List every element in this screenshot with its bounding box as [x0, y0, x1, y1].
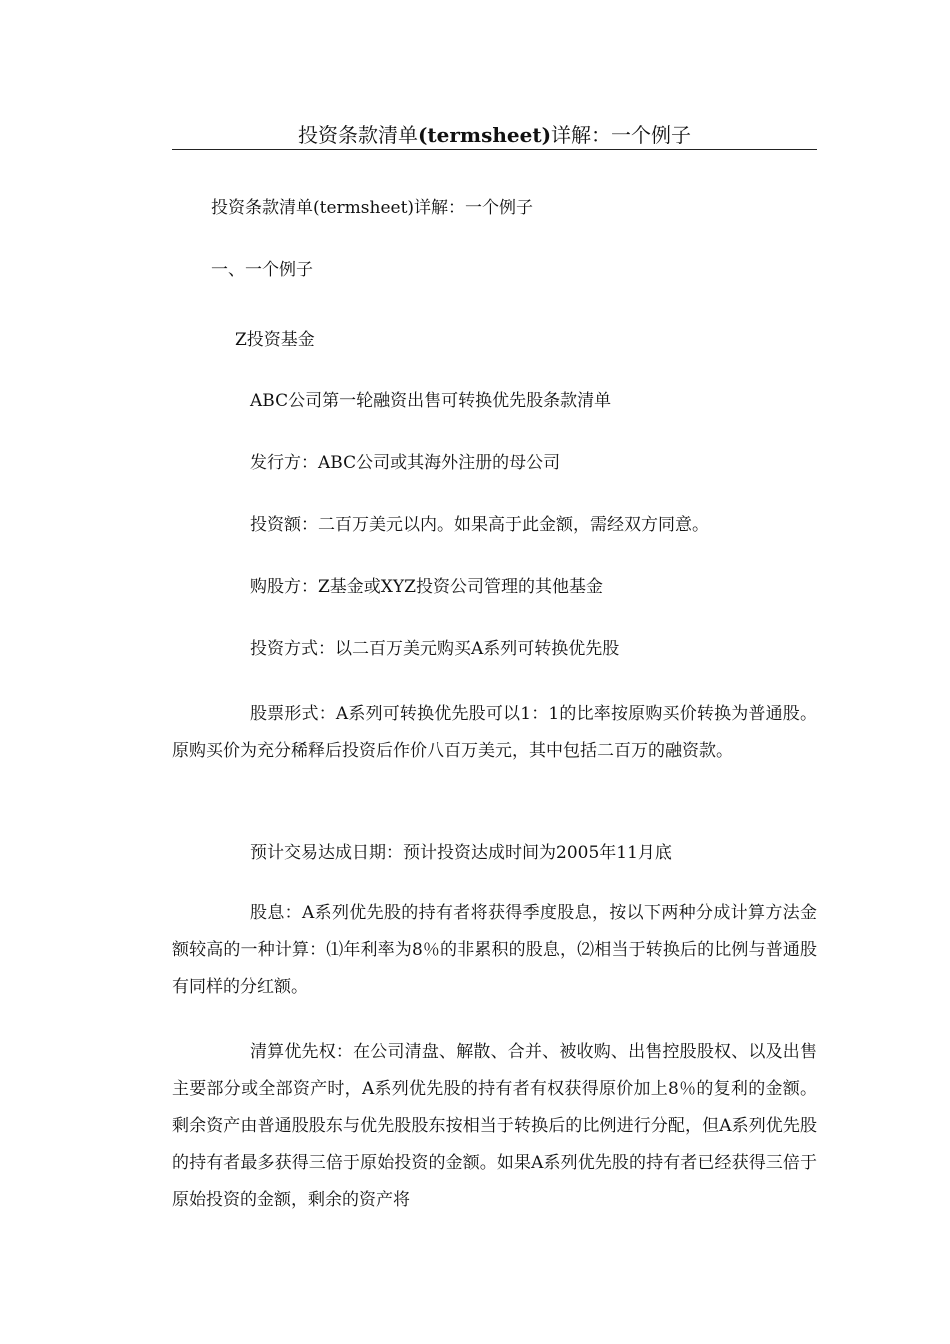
investment-amount-term: 投资额：二百万美元以内。如果高于此金额，需经双方同意。 [250, 515, 709, 535]
purchaser-term: 购股方：Z基金或XYZ投资公司管理的其他基金 [250, 577, 603, 597]
title-bold-part: (termsheet) [417, 123, 552, 147]
title-prefix: 投资条款清单 [297, 123, 418, 147]
fund-name: Z投资基金 [235, 330, 315, 350]
liquidation-preference-term: 清算优先权：在公司清盘、解散、合并、被收购、出售控股股权、以及出售主要部分或全部资产时，A系列优先股的持有者有权获得原价加上8％的复利的金额。剩余资产由普通股股东与优先股股东按相当于转换后的比例进行分配，但A系列优先股的持有者最多获得三倍于原始投资的金额。如果A系列优先股的持有者已经获得三倍于原始投资的金额，剩余的资产将 [172, 1042, 817, 1210]
closing-date-term: 预计交易达成日期：预计投资达成时间为2005年11月底 [250, 843, 672, 863]
investment-method-term: 投资方式：以二百万美元购买A系列可转换优先股 [250, 639, 620, 659]
issuer-term: 发行方：ABC公司或其海外注册的母公司 [250, 453, 561, 473]
term-sheet-title: ABC公司第一轮融资出售可转换优先股条款清单 [250, 391, 612, 411]
stock-form-term: 股票形式：A系列可转换优先股可以1：1的比率按原购买价转换为普通股。原购买价为充分稀释后投资后作价八百万美元，其中包括二百万的融资款。 [172, 704, 817, 761]
section-heading: 一、一个例子 [211, 260, 313, 280]
dividend-term: 股息：A系列优先股的持有者将获得季度股息，按以下两种分成计算方法金额较高的一种计算：⑴年利率为8％的非累积的股息，⑵相当于转换后的比例与普通股有同样的分红额。 [172, 903, 817, 997]
subtitle-line: 投资条款清单(termsheet)详解：一个例子 [211, 198, 534, 218]
title-suffix: 详解：一个例子 [551, 123, 692, 147]
title-underline [172, 149, 817, 150]
document-title [172, 121, 817, 149]
